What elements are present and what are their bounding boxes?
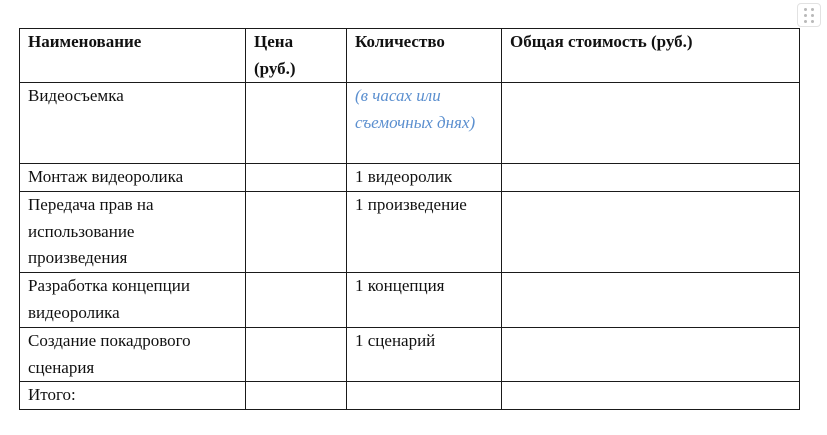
cell-quantity[interactable]: 1 концепция: [347, 273, 502, 328]
cell-total[interactable]: [502, 83, 800, 164]
header-total-cost[interactable]: Общая стоимость (руб.): [502, 29, 800, 83]
header-price[interactable]: Цена (руб.): [246, 29, 347, 83]
cell-name[interactable]: Монтаж видеоролика: [20, 164, 246, 192]
cell-total[interactable]: [502, 192, 800, 273]
table-header-row: [20, 29, 800, 83]
cell-total-label[interactable]: Итого:: [20, 382, 246, 410]
drag-handle-dot: [804, 8, 807, 11]
table-total-row: [20, 382, 800, 410]
table-row: [20, 328, 800, 382]
cell-total[interactable]: [502, 328, 800, 382]
cell-price[interactable]: [246, 83, 347, 164]
drag-handle-dot: [811, 14, 814, 17]
price-table: [19, 28, 800, 410]
table-row: [20, 164, 800, 192]
cell-name[interactable]: Видеосъемка: [20, 83, 246, 164]
cell-total[interactable]: [502, 382, 800, 410]
table-row: [20, 273, 800, 328]
drag-handle-dot: [804, 20, 807, 23]
cell-price[interactable]: [246, 273, 347, 328]
cell-name[interactable]: Разработка концепции видеоролика: [20, 273, 246, 328]
cell-total[interactable]: [502, 273, 800, 328]
table-row: [20, 192, 800, 273]
cell-quantity[interactable]: 1 видеоролик: [347, 164, 502, 192]
drag-handle-icon[interactable]: [797, 3, 821, 27]
cell-total[interactable]: [502, 164, 800, 192]
drag-handle-dot: [804, 14, 807, 17]
cell-name[interactable]: Создание покадрового сценария: [20, 328, 246, 382]
drag-handle-dot: [811, 8, 814, 11]
cell-quantity[interactable]: 1 произведение: [347, 192, 502, 273]
cell-quantity[interactable]: 1 сценарий: [347, 328, 502, 382]
drag-handle-dot: [811, 20, 814, 23]
header-name[interactable]: Наименование: [20, 29, 246, 83]
table-row: [20, 83, 800, 164]
cell-name[interactable]: Передача прав на использование произведения: [20, 192, 246, 273]
cell-quantity-hint[interactable]: (в часах или съемочных днях): [347, 83, 502, 164]
header-quantity[interactable]: Количество: [347, 29, 502, 83]
cell-price[interactable]: [246, 164, 347, 192]
cell-price[interactable]: [246, 382, 347, 410]
cell-price[interactable]: [246, 328, 347, 382]
cell-quantity[interactable]: [347, 382, 502, 410]
cell-price[interactable]: [246, 192, 347, 273]
